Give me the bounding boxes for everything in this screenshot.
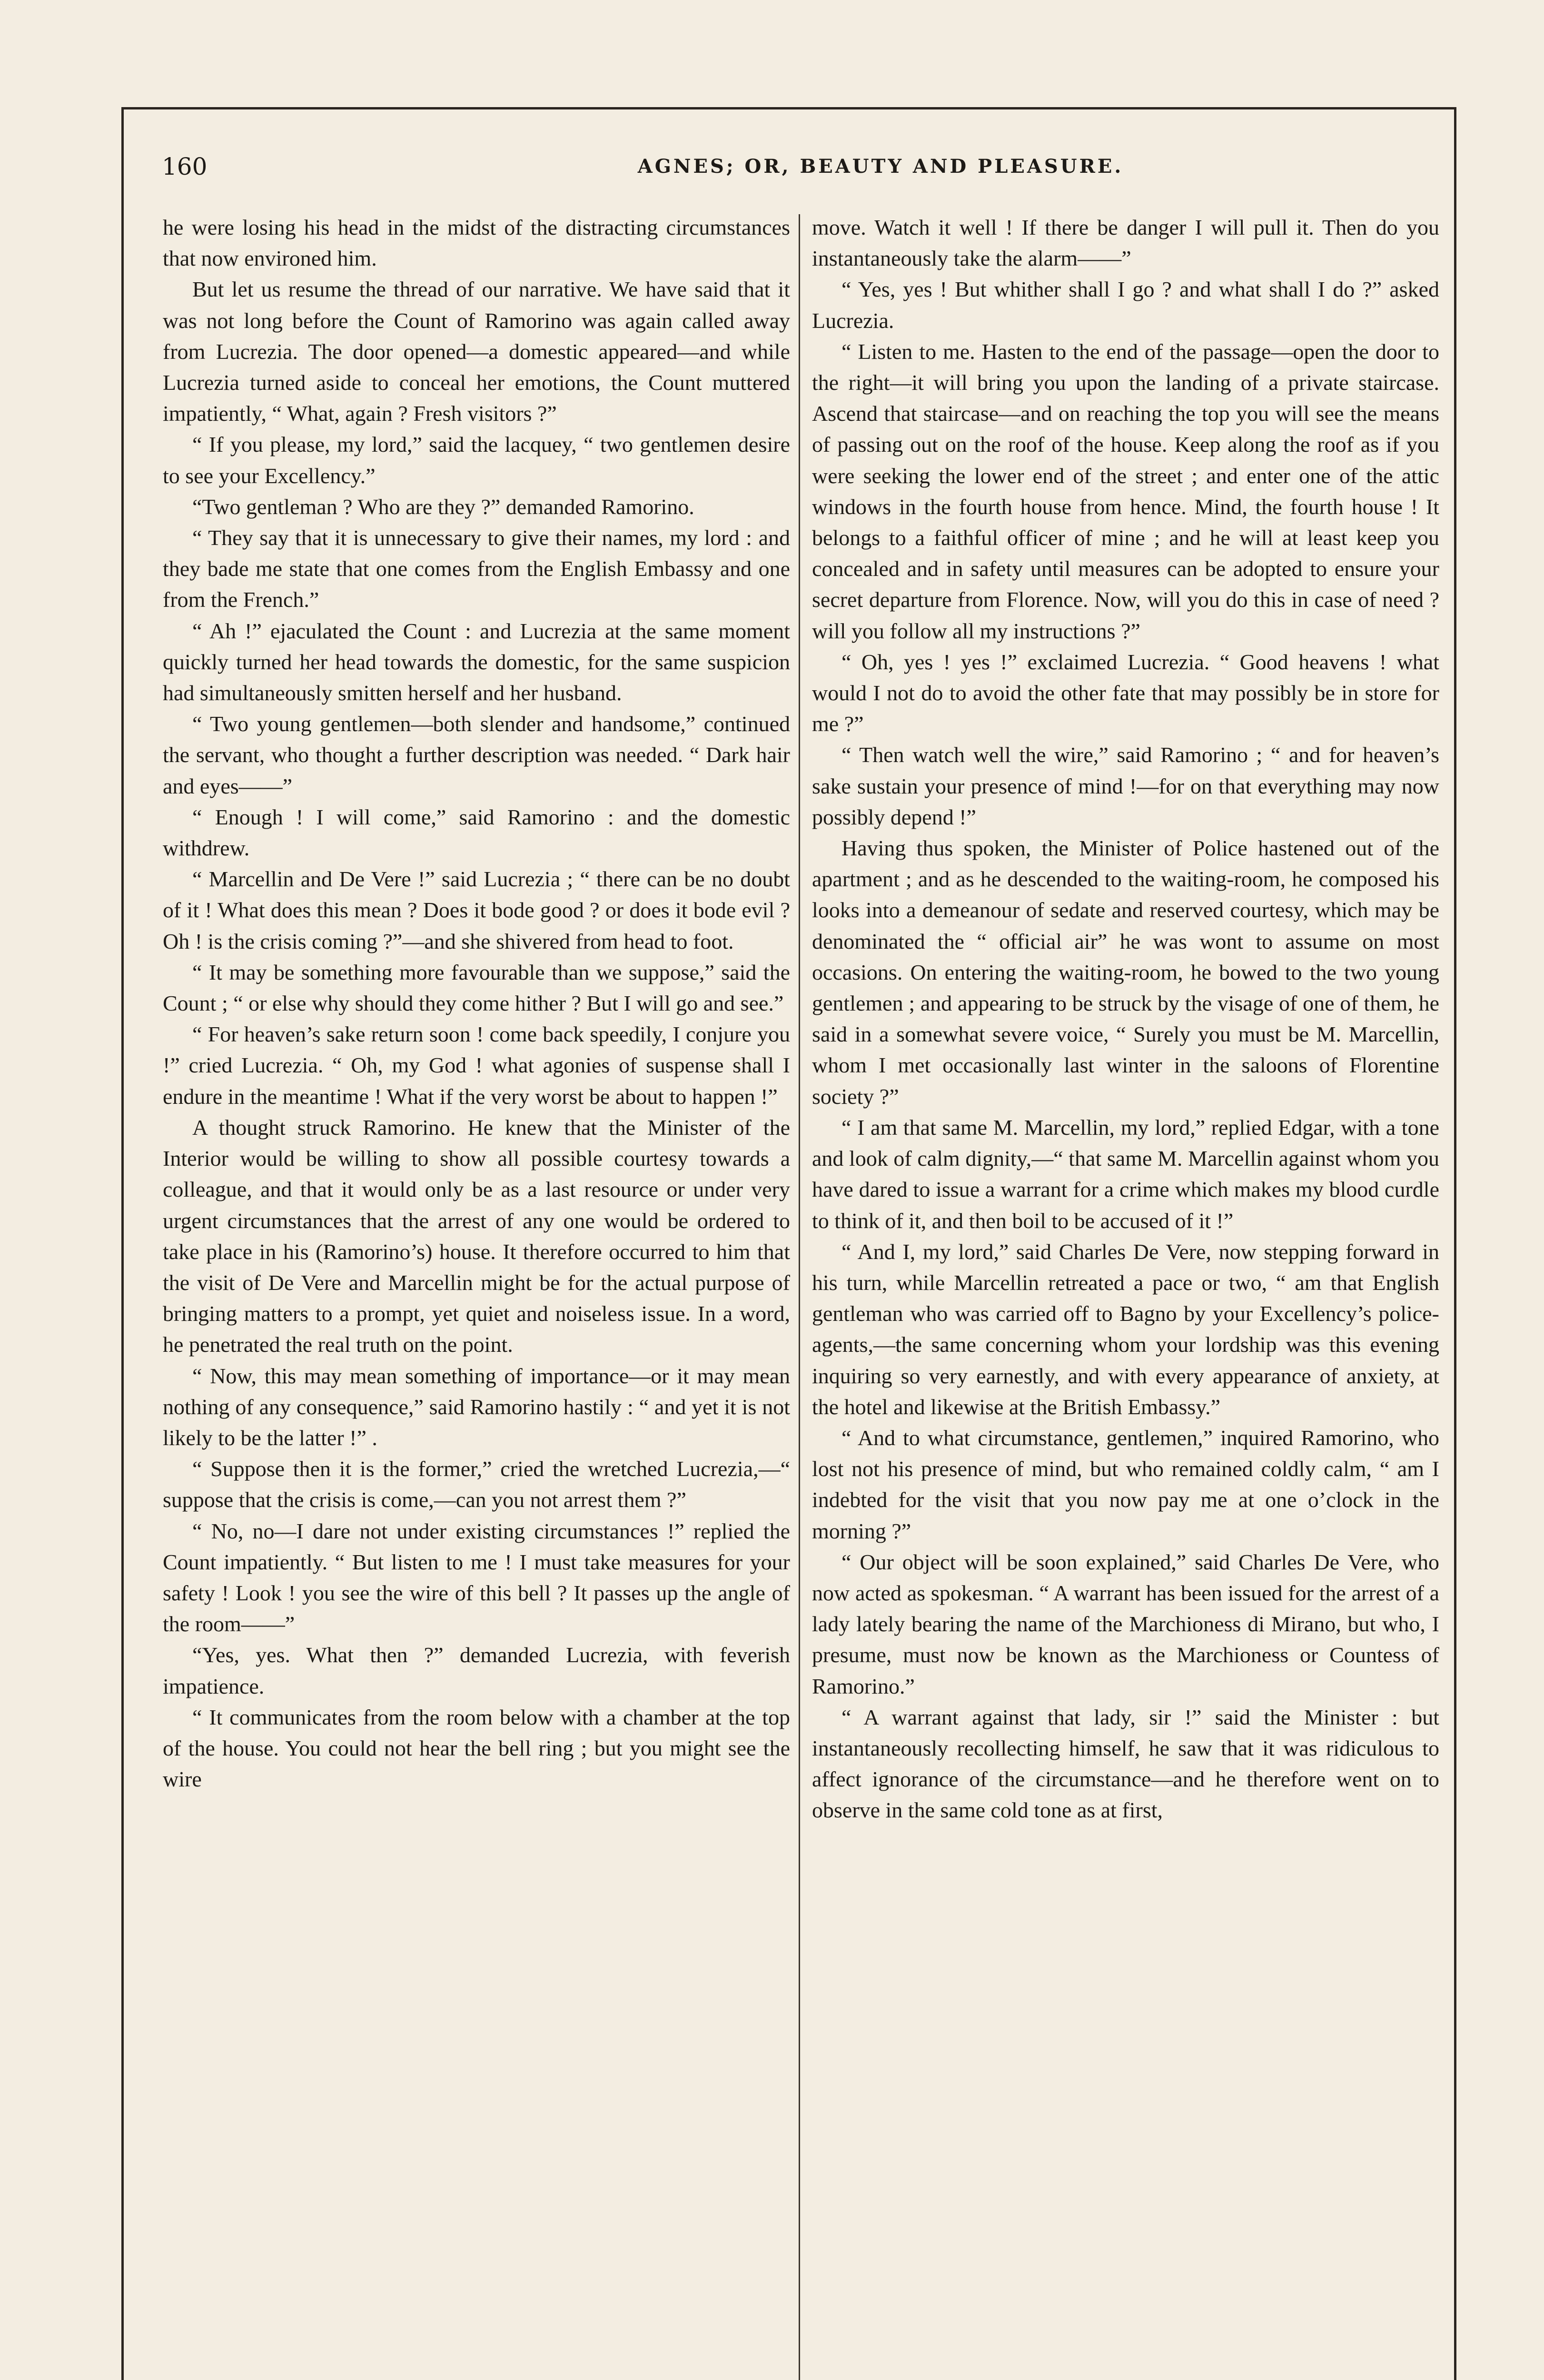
paragraph: “ And to what circumstance, gentlemen,” inquired Ramorino, who lost not his presence of mind, but who remained coldly calm, “ am I indebted for the visit that you now pay me at one o’clock in the morning ?”	[812, 1425, 1439, 1543]
paragraph: “ And I, my lord,” said Charles De Vere, now stepping forward in his turn, while Marcellin retreated a pace or two, “ am that English gentleman who was carried off to Bagno by your Excellency’s police-agents,—the same concerning whom your lordship was this evening inquiring so very earnestly, and with every appearance of anxiety, at the hotel and likewise at the British Embassy.”	[812, 1239, 1439, 1419]
page-border-right	[1454, 107, 1456, 2380]
page-number: 160	[162, 153, 208, 180]
paragraph: “ It communicates from the room below with a chamber at the top of the house. You could not hear the bell ring ; but you might see the wire	[163, 1705, 790, 1792]
paragraph: he were losing his head in the midst of the distracting circumstances that now environed him.	[163, 215, 790, 271]
paragraph: “Two gentleman ? Who are they ?” demanded Ramorino.	[192, 494, 694, 519]
paragraph: “ Listen to me. Hasten to the end of the passage—open the door to the right—it will bring you upon the landing of a private staircase. Ascend that staircase—and on reaching the top you will see the means of passing out on the roof of the house. Keep along the roof as if you were seeking the lower end of the street ; and enter one of the attic windows in the fourth house from hence. Mind, the fourth house ! It belongs to a faithful officer of mine ; and he will at least keep you concealed and in safety until measures can be adopted to ensure your secret departure from Florence. Now, will you do this in case of need ? will you follow all my instructions ?”	[812, 339, 1439, 643]
paragraph: move. Watch it well ! If there be danger I will pull it. Then do you instantaneously take the alarm——”	[812, 215, 1439, 271]
paragraph: “ Suppose then it is the former,” cried the wretched Lucrezia,—“ suppose that the crisis is come,—can you not arrest them ?”	[163, 1457, 790, 1512]
paragraph: “ For heaven’s sake return soon ! come back speedily, I conjure you !” cried Lucrezia. “ Oh, my God ! what agonies of suspense shall I endure in the meantime ! What if the very worst be about to happen !”	[163, 1022, 790, 1109]
paragraph: “ Yes, yes ! But whither shall I go ? and what shall I do ?” asked Lucrezia.	[812, 277, 1439, 333]
paragraph: “ Our object will be soon explained,” said Charles De Vere, who now acted as spokesman. “ A warrant has been issued for the arrest of a lady lately bearing the name of the Marchioness di Mirano, but who, I presume, must now be known as the Marchioness or Countess of Ramorino.”	[812, 1549, 1439, 1698]
paragraph: “ Then watch well the wire,” said Ramorino ; “ and for heaven’s sake sustain your presence of mind !—for on that everything may now possibly depend !”	[812, 743, 1439, 829]
paragraph: “ Enough ! I will come,” said Ramorino : and the domestic withdrew.	[163, 804, 790, 861]
paragraph: “ No, no—I dare not under existing circumstances !” replied the Count impatiently. “ But listen to me ! I must take measures for your safety ! Look ! you see the wire of this bell ? It passes up the angle of the room——”	[163, 1518, 790, 1636]
paragraph: “Yes, yes. What then ?” demanded Lucrezia, with feverish impatience.	[163, 1643, 790, 1698]
paragraph: “ Now, this may mean something of importance—or it may mean nothing of any consequence,” said Ramorino hastily : “ and yet it is not likely to be the latter !” .	[163, 1363, 790, 1450]
paragraph: Having thus spoken, the Minister of Police hastened out of the apartment ; and as he descended to the waiting-room, he composed his looks into a demeanour of sedate and reserved courtesy, which may be denominated the “ official air” he was wont to assume on most occasions. On entering the waiting-room, he bowed to the two young gentlemen ; and appearing to be struck by the visage of one of them, he said in a somewhat severe voice, “ Surely you must be M. Marcellin, whom I met occasionally last winter in the saloons of Florentine society ?”	[812, 836, 1439, 1109]
paragraph: But let us resume the thread of our narrative. We have said that it was not long before the Count of Ramorino was again called away from Lucrezia. The door opened—a domestic appeared—and while Lucrezia turned aside to conceal her emotions, the Count muttered impatiently, “ What, again ? Fresh visitors ?”	[163, 277, 790, 426]
paragraph: “ Oh, yes ! yes !” exclaimed Lucrezia. “ Good heavens ! what would I not do to avoid the other fate that may possibly be in store for me ?”	[812, 649, 1439, 736]
running-title: AGNES; OR, BEAUTY AND PLEASURE.	[637, 155, 1124, 178]
left-column	[163, 212, 790, 1795]
paragraph: “ Ah !” ejaculated the Count : and Lucrezia at the same moment quickly turned her head towards the domestic, for the same suspicion had simultaneously smitten herself and her husband.	[163, 618, 790, 705]
paragraph: “ A warrant against that lady, sir !” said the Minister : but instantaneously recollecting himself, he saw that it was ridiculous to affect ignorance of the circumstance—and he therefore went on to observe in the same cold tone as at first,	[812, 1705, 1439, 1823]
paragraph: “ It may be something more favourable than we suppose,” said the Count ; “ or else why should they come hither ? But I will go and see.”	[163, 960, 790, 1016]
right-column	[812, 212, 1439, 1826]
paragraph: “ Two young gentlemen—both slender and handsome,” continued the servant, who thought a further description was needed. “ Dark hair and eyes——”	[163, 712, 790, 798]
paragraph: “ If you please, my lord,” said the lacquey, “ two gentlemen desire to see your Excellency.”	[163, 432, 790, 488]
paragraph: A thought struck Ramorino. He knew that the Minister of the Interior would be willing to show all possible courtesy towards a colleague, and that it would only be as a last resource or under very urgent circumstances that the arrest of any one would be ordered to take place in his (Ramorino’s) house. It therefore occurred to him that the visit of De Vere and Marcellin might be for the actual purpose of bringing matters to a prompt, yet quiet and noiseless issue. In a word, he penetrated the real truth on the point.	[163, 1115, 790, 1357]
paragraph: “ They say that it is unnecessary to give their names, my lord : and they bade me state that one comes from the English Embassy and one from the French.”	[163, 526, 790, 612]
paragraph: “ Marcellin and De Vere !” said Lucrezia ; “ there can be no doubt of it ! What does this mean ? Does it bode good ? or does it bode evil ? Oh ! is the crisis coming ?”—and she shivered from head to foot.	[163, 867, 790, 953]
paragraph: “ I am that same M. Marcellin, my lord,” replied Edgar, with a tone and look of calm dignity,—“ that same M. Marcellin against whom you have dared to issue a warrant for a crime which makes my blood curdle to think of it, and then boil to be accused of it !”	[812, 1115, 1439, 1233]
column-divider	[799, 214, 800, 2380]
page-border-left	[121, 107, 124, 2380]
page-border-top	[121, 107, 1454, 109]
running-head	[162, 150, 1418, 193]
